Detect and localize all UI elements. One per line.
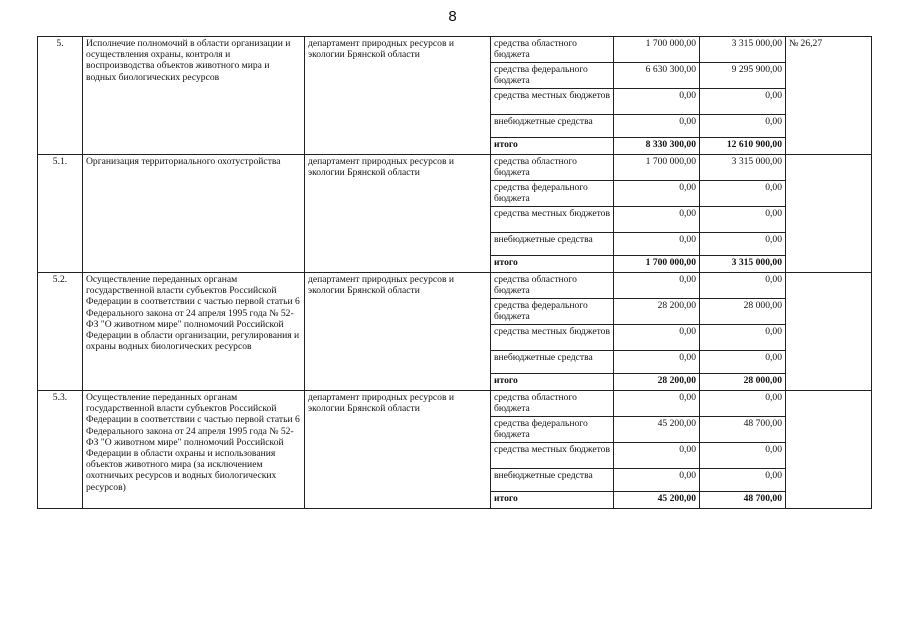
note-cell (786, 273, 872, 391)
funding-source: средства местных бюджетов (491, 89, 614, 115)
total-amount-1: 1 700 000,00 (614, 256, 700, 273)
item-number: 5.3. (38, 391, 83, 509)
total-label: итого (491, 256, 614, 273)
funding-source: средства федерального бюджета (491, 63, 614, 89)
responsible-department: департамент природных ресурсов и экологии Брянской области (305, 155, 491, 273)
note-cell (786, 155, 872, 273)
amount-2: 3 315 000,00 (700, 37, 786, 63)
table-row (38, 273, 872, 299)
responsible-department: департамент природных ресурсов и экологии Брянской области (305, 37, 491, 155)
amount-1: 0,00 (614, 115, 700, 138)
item-number: 5. (38, 37, 83, 155)
amount-1: 0,00 (614, 273, 700, 299)
table-row (38, 155, 872, 181)
amount-1: 1 700 000,00 (614, 155, 700, 181)
amount-2: 0,00 (700, 115, 786, 138)
amount-2: 0,00 (700, 181, 786, 207)
funding-source: внебюджетные средства (491, 469, 614, 492)
amount-2: 0,00 (700, 89, 786, 115)
funding-source: средства федерального бюджета (491, 417, 614, 443)
amount-2: 0,00 (700, 469, 786, 492)
note-cell (786, 391, 872, 509)
item-number: 5.2. (38, 273, 83, 391)
amount-2: 0,00 (700, 273, 786, 299)
funding-source: средства местных бюджетов (491, 207, 614, 233)
funding-source: средства областного бюджета (491, 273, 614, 299)
amount-2: 9 295 900,00 (700, 63, 786, 89)
amount-2: 48 700,00 (700, 417, 786, 443)
responsible-department: департамент природных ресурсов и экологии Брянской области (305, 273, 491, 391)
total-amount-1: 45 200,00 (614, 492, 700, 509)
funding-source: средства областного бюджета (491, 37, 614, 63)
amount-1: 0,00 (614, 233, 700, 256)
table-row (38, 391, 872, 417)
amount-1: 0,00 (614, 391, 700, 417)
funding-source: внебюджетные средства (491, 115, 614, 138)
total-label: итого (491, 374, 614, 391)
amount-1: 45 200,00 (614, 417, 700, 443)
total-amount-2: 28 000,00 (700, 374, 786, 391)
amount-1: 28 200,00 (614, 299, 700, 325)
amount-1: 1 700 000,00 (614, 37, 700, 63)
total-label: итого (491, 138, 614, 155)
funding-source: средства областного бюджета (491, 155, 614, 181)
item-name: Осуществление переданных органам государственной власти субъектов Российской Федерации в соответствии с частью первой статьи 6 Федерального закона от 24 апреля 1995 года № 52-ФЗ "О животном мире" полномочий Российской Федерации в области охраны и использования объектов животного мира (за исключением охотничьих ресурсов и водных биологических ресурсов) (83, 391, 305, 509)
amount-1: 6 630 300,00 (614, 63, 700, 89)
item-number: 5.1. (38, 155, 83, 273)
responsible-department: департамент природных ресурсов и экологии Брянской области (305, 391, 491, 509)
total-amount-1: 8 330 300,00 (614, 138, 700, 155)
amount-1: 0,00 (614, 443, 700, 469)
item-name: Организация территориального охотустройства (83, 155, 305, 273)
funding-source: внебюджетные средства (491, 351, 614, 374)
total-label: итого (491, 492, 614, 509)
amount-2: 0,00 (700, 443, 786, 469)
total-amount-2: 48 700,00 (700, 492, 786, 509)
funding-source: средства местных бюджетов (491, 325, 614, 351)
item-name: Исполнечие полномочий в области организации и осуществления охраны, контроля и воспроизводства объектов животного мира и водных биологических ресурсов (83, 37, 305, 155)
funding-table (37, 36, 872, 509)
page-number: 8 (448, 8, 457, 25)
funding-source: средства областного бюджета (491, 391, 614, 417)
table-row (38, 37, 872, 63)
amount-1: 0,00 (614, 89, 700, 115)
amount-1: 0,00 (614, 207, 700, 233)
funding-source: внебюджетные средства (491, 233, 614, 256)
total-amount-2: 12 610 900,00 (700, 138, 786, 155)
amount-1: 0,00 (614, 181, 700, 207)
item-name: Осуществление переданных органам государственной власти субъектов Российской Федерации в соответствии с частью первой статьи 6 Федерального закона от 24 апреля 1995 года № 52-ФЗ "О животном мире" полномочий Российской Федерации в области организации, регулирования и охраны водных биологических ресурсов (83, 273, 305, 391)
total-amount-1: 28 200,00 (614, 374, 700, 391)
funding-source: средства федерального бюджета (491, 181, 614, 207)
note-cell: № 26,27 (786, 37, 872, 155)
amount-2: 0,00 (700, 325, 786, 351)
amount-1: 0,00 (614, 325, 700, 351)
amount-1: 0,00 (614, 469, 700, 492)
amount-2: 0,00 (700, 207, 786, 233)
amount-2: 0,00 (700, 391, 786, 417)
amount-2: 3 315 000,00 (700, 155, 786, 181)
amount-2: 0,00 (700, 233, 786, 256)
funding-source: средства местных бюджетов (491, 443, 614, 469)
amount-2: 0,00 (700, 351, 786, 374)
funding-source: средства федерального бюджета (491, 299, 614, 325)
amount-1: 0,00 (614, 351, 700, 374)
total-amount-2: 3 315 000,00 (700, 256, 786, 273)
amount-2: 28 000,00 (700, 299, 786, 325)
